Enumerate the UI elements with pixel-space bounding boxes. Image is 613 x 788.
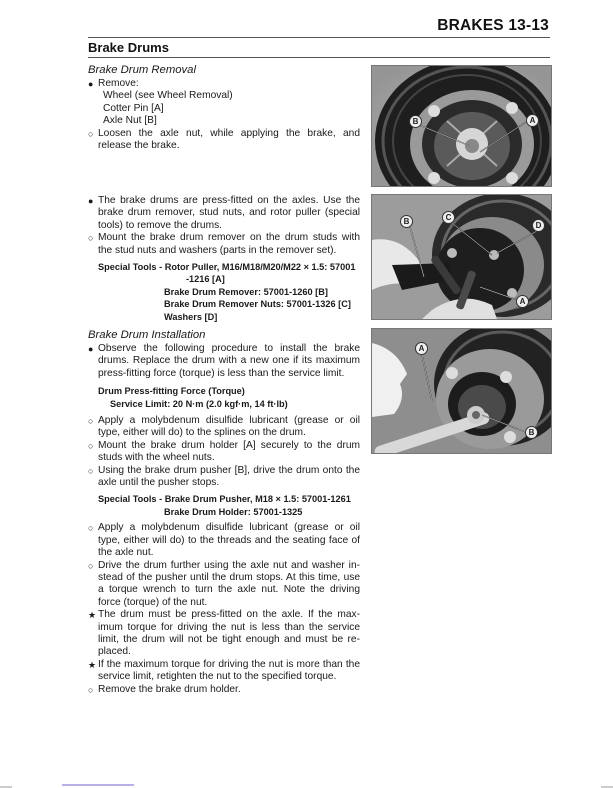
brake-drum-illustration [372, 66, 551, 186]
step-circle-icon: ○ [88, 416, 94, 427]
final-step: ○ Remove the brake drum holder. [88, 683, 241, 695]
install-step: ○ Drive the drum further using the axle nut and washer in-stead of the pusher until the drum stops. At this time, use a torque wrench to turn the axle nut. Note the driving force (torque) of the nut. [88, 559, 360, 608]
drum-holder-illustration [372, 329, 551, 453]
press-fit-spec [98, 385, 360, 410]
removal-heading: Brake Drum Removal [88, 64, 196, 76]
header-rule [88, 37, 550, 38]
install-step: ○ Using the brake drum pusher [B], drive the drum onto the axle until the pusher stops. [88, 464, 360, 489]
step-circle-icon: ○ [88, 523, 94, 534]
step-circle-icon: ○ [88, 128, 94, 139]
star-icon: ★ [88, 610, 97, 621]
step-circle-icon: ○ [88, 684, 94, 695]
loosen-step: ○ Loosen the axle nut, while applying the brake, and release the brake. [88, 127, 360, 152]
tool-entry: Brake Drum Remover Nuts: 57001-1326 [C] [164, 299, 351, 310]
tool-entry: Brake Drum Holder: 57001-1325 [164, 506, 303, 517]
section-rule [88, 57, 550, 58]
remove-item: Wheel (see Wheel Removal) [103, 90, 233, 102]
footer-link-underline[interactable] [62, 784, 134, 786]
press-fit-note: ● The brake drums are press-fitted on the axles. Use the brake drum remover, stud nuts, and rotor puller (special tools) to remove the drums. [88, 195, 360, 231]
remove-item: Cotter Pin [A] [103, 102, 164, 114]
callout-label: C [442, 211, 455, 224]
bullet-icon: ● [88, 79, 94, 89]
remove-item: Axle Nut [B] [103, 115, 157, 127]
step-circle-icon: ○ [88, 440, 94, 451]
bullet-icon: ● [88, 196, 94, 206]
section-title: Brake Drums [88, 40, 169, 55]
removal-tools-section [88, 195, 360, 327]
callout-label: B [400, 215, 413, 228]
tool-entry: -1216 [A] [186, 274, 225, 285]
tool-entry: Brake Drum Pusher, M18 × 1.5: 57001-1261 [164, 494, 351, 505]
tool-entry: Washers [D] [164, 311, 218, 322]
mount-step: ○ Mount the brake drum remover on the drum studs with the stud nuts and washers (parts in the remover set). [88, 232, 360, 256]
bullet-icon: ● [88, 344, 94, 354]
page-header: BRAKES 13-13 [437, 17, 549, 34]
figure-drum-holder-photo [371, 328, 552, 454]
special-tools-installation: Special Tools - Brake Drum Pusher, M18 × 1.5: 57001-1261 Brake Drum Holder: 57001-1325 [98, 493, 360, 518]
spec-title: Drum Press-fitting Force (Torque) [98, 386, 245, 397]
callout-label: A [516, 295, 529, 308]
installation-section [88, 329, 360, 696]
step-circle-icon: ○ [88, 465, 94, 476]
figure-drum-remover-photo [371, 194, 552, 320]
caution-note: ★ The drum must be press-fitted on the axle. If the max-imum torque for driving the nut is less than the service limit, the drum will not be tight enough and must be re-placed. [88, 609, 360, 658]
install-step: ○ Apply a molybdenum disulfide lubricant (grease or oil type, either will do) to the splines on the drum. [88, 415, 360, 439]
step-circle-icon: ○ [88, 233, 94, 244]
observe-note: ● Observe the following procedure to install the brake drums. Replace the drum with a new one if its maximum press-fitting force (torque) is less than the service limit. [88, 343, 360, 379]
tool-entry: Brake Drum Remover: 57001-1260 [B] [164, 286, 328, 297]
figure-axle-nut-photo [371, 65, 552, 187]
callout-label: A [415, 342, 428, 355]
install-step: ○ Mount the brake drum holder [A] securely to the drum studs with the wheel nuts. [88, 439, 360, 464]
install-step: ○ Apply a molybdenum disulfide lubricant (grease or oil type, either will do) to the threads and the seating face of the axle nut. [88, 522, 360, 559]
callout-label: B [409, 115, 422, 128]
remove-bullet: ● Remove: [88, 78, 139, 89]
caution-note: ★ If the maximum torque for driving the nut is more than the service limit, retighten the nut to the specified torque. [88, 658, 360, 683]
callout-label: A [526, 114, 539, 127]
removal-section [88, 64, 360, 152]
special-tools-removal: Special Tools - Rotor Puller, M16/M18/M20/M22 × 1.5: 57001 -1216 [A] Brake Drum Remover: 57001-1260 [B] Brake Drum Remover Nuts: 57001-1326 [C] Washers [D] [98, 261, 360, 323]
installation-heading: Brake Drum Installation [88, 329, 206, 341]
star-icon: ★ [88, 659, 97, 670]
tool-entry: Rotor Puller, M16/M18/M20/M22 × 1.5: 57001 [164, 262, 356, 273]
callout-label: D [532, 219, 545, 232]
callout-label: B [525, 426, 538, 439]
spec-limit: Service Limit: 20 N·m (2.0 kgf·m, 14 ft·lb) [110, 398, 288, 409]
step-circle-icon: ○ [88, 560, 94, 571]
